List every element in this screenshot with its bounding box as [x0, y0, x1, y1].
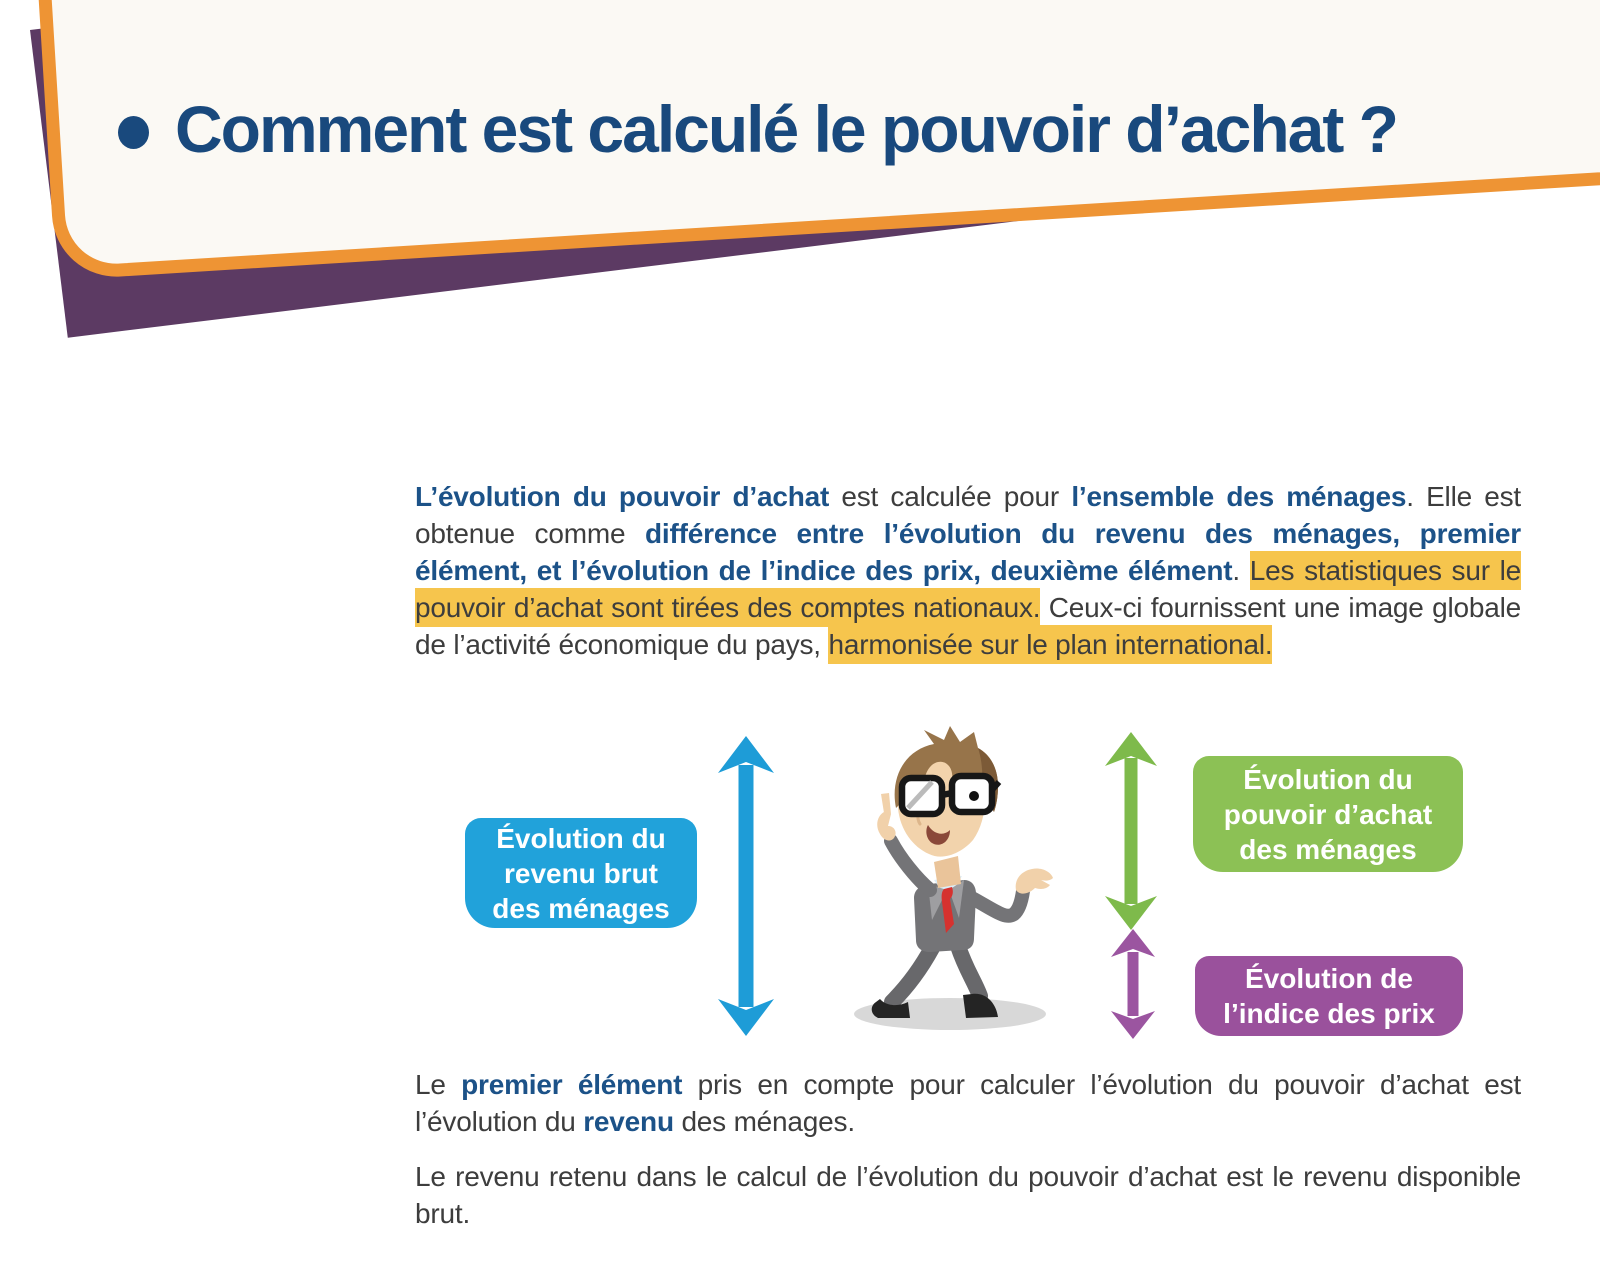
body-text: Le: [415, 1069, 462, 1100]
character-body: [914, 876, 976, 952]
bullet-dot-icon: [118, 116, 149, 149]
emphasis-text: L’évolution du pouvoir d’achat: [415, 481, 842, 512]
hair: [895, 726, 998, 812]
highlighted-text: Les statistiques sur le pouvoir d’achat sont tirées des comptes nationaux.: [415, 551, 1521, 627]
body-text: des ménages.: [673, 1106, 855, 1137]
glasses: [902, 776, 999, 814]
purchasing-power-label-box: Évolution du pouvoir d’achat des ménages: [1193, 756, 1463, 872]
character-right-arm: [972, 869, 1053, 916]
body-text: .: [1232, 555, 1250, 586]
header-title-row: [118, 92, 1397, 166]
body-text: . Elle est obtenue comme: [415, 481, 1521, 549]
highlighted-text: harmonisée sur le plan international.: [828, 625, 1272, 664]
body-text: Ceux-ci fournissent une image globale de l’activité économique du pays,: [415, 592, 1521, 660]
gross-income-label-box: Évolution du revenu brut des ménages: [465, 818, 697, 928]
blue-double-arrow-icon: [717, 735, 775, 1037]
emphasis-text: l’ensemble des ménages: [1071, 481, 1407, 512]
body-text: est calculée pour: [841, 481, 1072, 512]
page-title: Comment est calculé le pouvoir d’achat ?: [175, 92, 1397, 166]
header-banner-decoration: [0, 0, 1600, 430]
character-left-arm: [877, 793, 930, 890]
price-index-label-box: Évolution de l’indice des prix: [1195, 956, 1463, 1036]
first-element-paragraph: [415, 1066, 1521, 1140]
emphasis-text: premier élément: [461, 1069, 683, 1100]
intro-paragraph: [415, 478, 1521, 663]
ground-shadow: [854, 998, 1046, 1030]
green-double-arrow-icon: [1104, 731, 1158, 931]
body-text: pris en compte pour calculer l’évolution du pouvoir d’achat est l’évolution du: [415, 1069, 1521, 1137]
character-head: [895, 726, 999, 888]
emphasis-text: différence entre l’évolution du revenu des ménages, premier élément, et l’évolution de l’indice des prix, deuxième élément: [415, 518, 1521, 586]
character-legs: [872, 946, 998, 1018]
purple-double-arrow-icon: [1110, 928, 1156, 1040]
body-text: Le revenu retenu dans le calcul de l’évolution du pouvoir d’achat est le revenu disponible brut.: [415, 1161, 1521, 1229]
revenue-note-paragraph: [415, 1158, 1521, 1232]
emphasis-text: revenu: [583, 1106, 674, 1137]
businessman-illustration: [846, 722, 1058, 1034]
